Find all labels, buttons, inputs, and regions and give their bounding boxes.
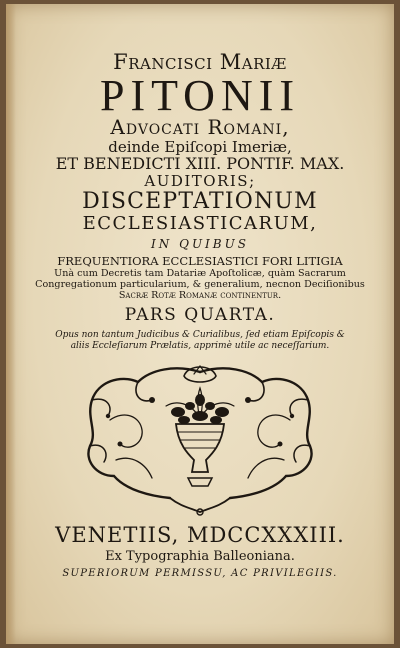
imprint-place-date: VENETIIS, MDCCXXXIII. xyxy=(55,523,345,547)
author-role: Advocati Romani, xyxy=(110,115,290,139)
title-page xyxy=(6,4,394,644)
author-pontiff: ET BENEDICTI XIII. PONTIF. MAX. xyxy=(55,154,345,173)
imprint-printer: Ex Typographia Balleoniana. xyxy=(105,549,295,564)
work-title-continued: ECCLESIASTICARUM, xyxy=(82,213,318,234)
author-bishopric: deinde Epiſcopi Imeriæ, xyxy=(108,138,292,156)
audience-line-1: Opus non tantum Judicibus & Curialibus, ſed etiam Epiſcopis & xyxy=(55,330,345,340)
author-first-names: Francisci Mariæ xyxy=(113,50,287,74)
in-quibus: IN QUIBUS xyxy=(151,237,249,251)
author-auditor: AUDITORIS; xyxy=(144,172,256,190)
description-line-3: Sacræ Rotæ Romanæ continentur. xyxy=(118,290,282,301)
baroque-vase-ornament-icon xyxy=(80,360,320,516)
subject-line: FREQUENTIORA ECCLESIASTICI FORI LITIGIA xyxy=(57,254,343,268)
volume-part: PARS QUARTA. xyxy=(124,305,276,325)
audience-line-2: aliis Eccleſiarum Prælatis, apprimè utile ac neceſſarium. xyxy=(70,341,330,351)
work-title: DISCEPTATIONUM xyxy=(82,189,318,214)
description-line-1: Unà cum Decretis tam Datariæ Apoſtolicæ, quàm Sacrarum xyxy=(54,268,346,279)
author-surname: PITONII xyxy=(99,71,301,120)
description-line-2: Congregationum particularium, & generalium, necnon Deciſionibus xyxy=(35,279,365,290)
imprint-privilege: SUPERIORUM PERMISSU, AC PRIVILEGIIS. xyxy=(62,568,338,579)
